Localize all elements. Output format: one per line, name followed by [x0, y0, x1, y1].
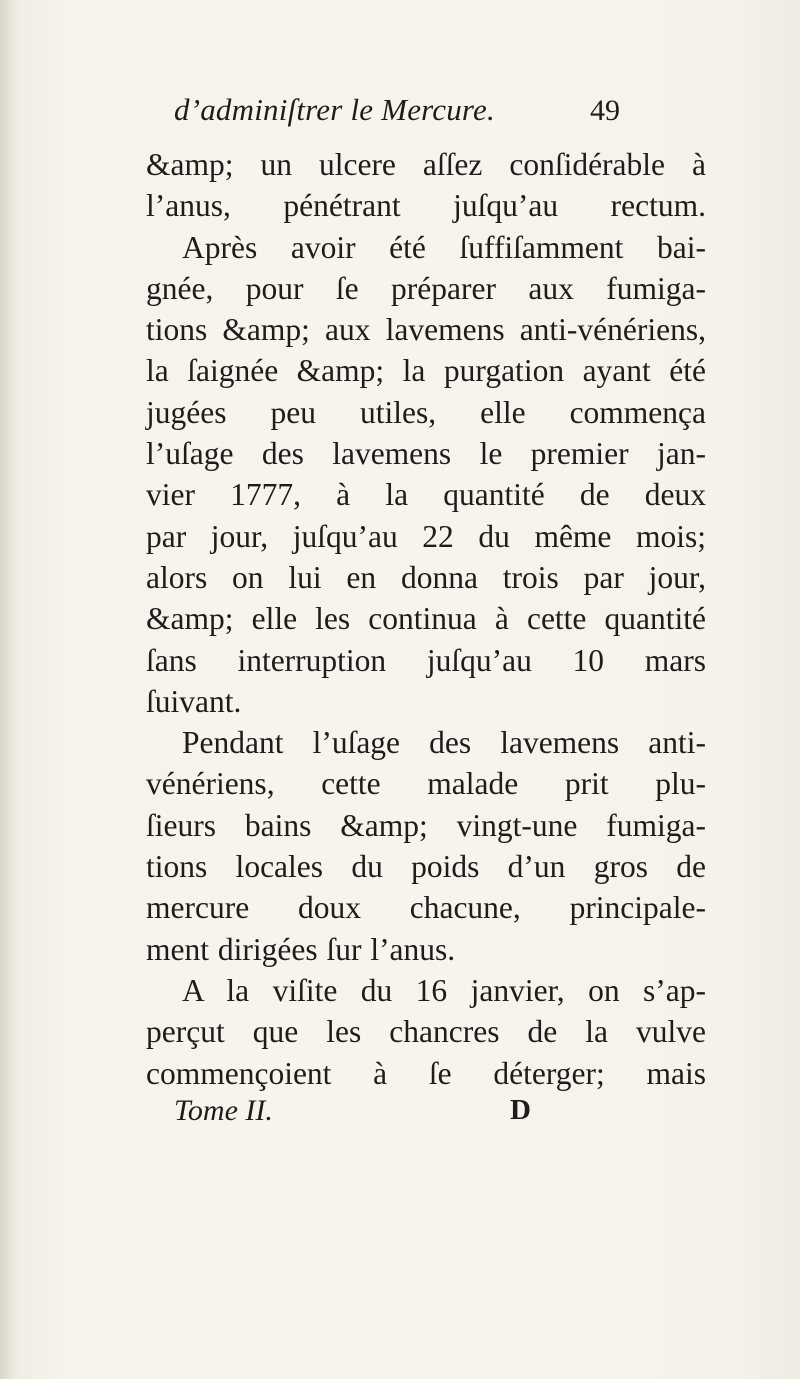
text-line: gnée, pour ſe préparer aux fumiga- [146, 270, 706, 306]
text-line: perçut que les chancres de la vulve [146, 1014, 706, 1050]
page-gutter-shadow [0, 0, 18, 1379]
text-line: par jour, juſqu’au 22 du même mois; [146, 518, 706, 554]
text-line: commençoient à ſe déterger; mais [146, 1055, 706, 1091]
text-line: &amp; elle les continua à cette quantité [146, 601, 706, 637]
paragraph-end-line: ſuivant. [146, 683, 242, 719]
text-line: alors on lui en donna trois par jour, [146, 559, 706, 595]
running-title: d’adminiſtrer le Mercure. [174, 92, 495, 127]
text-line: jugées peu utiles, elle commença [146, 394, 706, 430]
quire-mark: D [510, 1093, 531, 1126]
text-block [146, 92, 706, 1134]
text-line: vénériens, cette malade prit plu- [146, 766, 706, 802]
text-line: l’uſage des lavemens le premier jan- [146, 436, 706, 472]
paragraph-start-line: Après avoir été ſuffiſamment bai- [182, 229, 706, 265]
paragraph-start-line: A la viſite du 16 janvier, on s’ap- [182, 972, 706, 1008]
paragraph-start-line: Pendant l’uſage des lavemens anti- [182, 725, 706, 761]
text-line: l’anus, pénétrant juſqu’au rectum. [146, 188, 706, 224]
text-line: vier 1777, à la quantité de deux [146, 477, 706, 513]
text-line: tions locales du poids d’un gros de [146, 849, 706, 885]
text-line: ſieurs bains &amp; vingt-une fumiga- [146, 807, 706, 843]
paragraph-end-line: ment dirigées ſur l’anus. [146, 931, 456, 967]
page-footer [146, 1094, 706, 1134]
running-head [146, 92, 706, 144]
text-line: ſans interruption juſqu’au 10 mars [146, 642, 706, 678]
page-number: 49 [590, 94, 620, 127]
text-line: &amp; un ulcere aſſez conſidérable à [146, 147, 706, 182]
text-line: mercure doux chacune, principale- [146, 890, 706, 926]
text-line: la ſaignée &amp; la purgation ayant été [146, 353, 706, 389]
volume-signature: Tome II. [174, 1093, 273, 1127]
text-line: tions &amp; aux lavemens anti-vénériens, [146, 312, 706, 348]
